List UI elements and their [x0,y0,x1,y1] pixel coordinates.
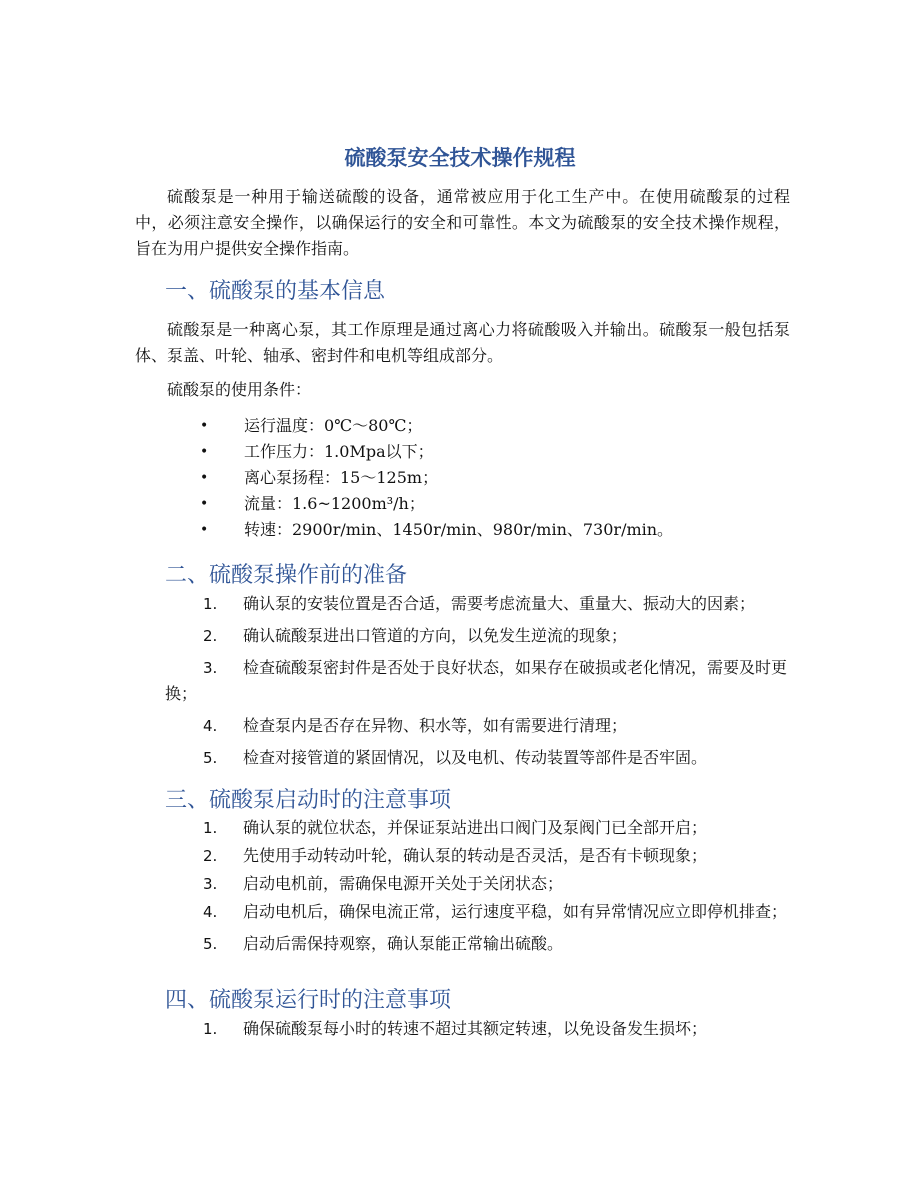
list-item [165,931,790,957]
startup-list [165,815,790,957]
list-item-text: 工作压力：1.0Mpa以下； [244,442,434,461]
list-item-number: 4. [203,903,218,921]
list-item [165,745,790,771]
document-title: 硫酸泵安全技术操作规程 [344,146,576,170]
list-item-text: 离心泵扬程：15～125m； [244,468,439,487]
bullet-icon: • [200,496,209,512]
section-heading-operation: 四、硫酸泵运行时的注意事项 [165,988,452,1013]
usage-conditions-label: 硫酸泵的使用条件： [167,380,312,399]
list-item-text: 先使用手动转动叶轮，确认泵的转动是否灵活，是否有卡顿现象； [243,846,708,865]
list-item-number: 5. [203,935,218,953]
list-item-number: 2. [203,627,218,645]
list-item-number: 4. [203,717,218,735]
list-item-number: 2. [203,847,218,865]
operation-list [165,1016,790,1042]
list-item [165,871,790,897]
list-item-text: 转速：2900r/min、1450r/min、980r/min、730r/min。 [244,520,674,539]
bullet-icon: • [200,418,209,434]
list-item-text: 检查硫酸泵密封件是否处于良好状态，如果存在破损或老化情况，需要及时更换； [165,658,788,703]
list-item-number: 3. [203,659,218,677]
list-item-text: 检查泵内是否存在异物、积水等，如有需要进行清理； [243,716,628,735]
preparation-list [165,591,790,771]
list-item-number: 3. [203,875,218,893]
list-item-text: 启动电机前，需确保电源开关处于关闭状态； [243,874,564,893]
bullet-icon: • [200,470,209,486]
list-item-text: 启动后需保持观察，确认泵能正常输出硫酸。 [243,934,564,953]
list-item-number: 1. [203,595,218,613]
list-item [165,623,790,649]
list-item-text: 运行温度：0℃～80℃； [244,416,423,435]
bullet-icon: • [200,444,209,460]
list-item-text: 检查对接管道的紧固情况，以及电机、传动装置等部件是否牢固。 [243,748,708,767]
list-item-text: 确认泵的安装位置是否合适，需要考虑流量大、重量大、振动大的因素； [243,594,756,613]
list-item-text: 启动电机后，确保电流正常，运行速度平稳，如有异常情况应立即停机排查； [243,902,788,921]
list-item-text: 流量：1.6~1200m³/h； [244,494,425,513]
list-item [165,815,790,841]
section-heading-preparation: 二、硫酸泵操作前的准备 [165,563,408,588]
list-item [165,899,790,925]
section-heading-startup: 三、硫酸泵启动时的注意事项 [165,788,452,813]
list-item-text: 确保硫酸泵每小时的转速不超过其额定转速，以免设备发生损坏； [243,1019,708,1038]
basic-info-paragraph: 硫酸泵是一种离心泵，其工作原理是通过离心力将硫酸吸入并输出。硫酸泵一般包括泵体、泵盖、叶轮、轴承、密封件和电机等组成部分。 [135,320,790,365]
list-item-text: 确认硫酸泵进出口管道的方向，以免发生逆流的现象； [243,626,628,645]
intro-paragraph: 硫酸泵是一种用于输送硫酸的设备，通常被应用于化工生产中。在使用硫酸泵的过程中，必须注意安全操作，以确保运行的安全和可靠性。本文为硫酸泵的安全技术操作规程，旨在为用户提供安全操作指南。 [135,187,790,258]
list-item-number: 1. [203,819,218,837]
bullet-icon: • [200,522,209,538]
list-item-number: 1. [203,1020,218,1038]
list-item [165,713,790,739]
list-item [165,591,790,617]
list-item [165,843,790,869]
list-item-text: 确认泵的就位状态，并保证泵站进出口阀门及泵阀门已全部开启； [243,818,708,837]
section-heading-basic-info: 一、硫酸泵的基本信息 [165,279,386,304]
list-item [165,655,790,707]
list-item [165,1016,790,1042]
list-item-number: 5. [203,749,218,767]
